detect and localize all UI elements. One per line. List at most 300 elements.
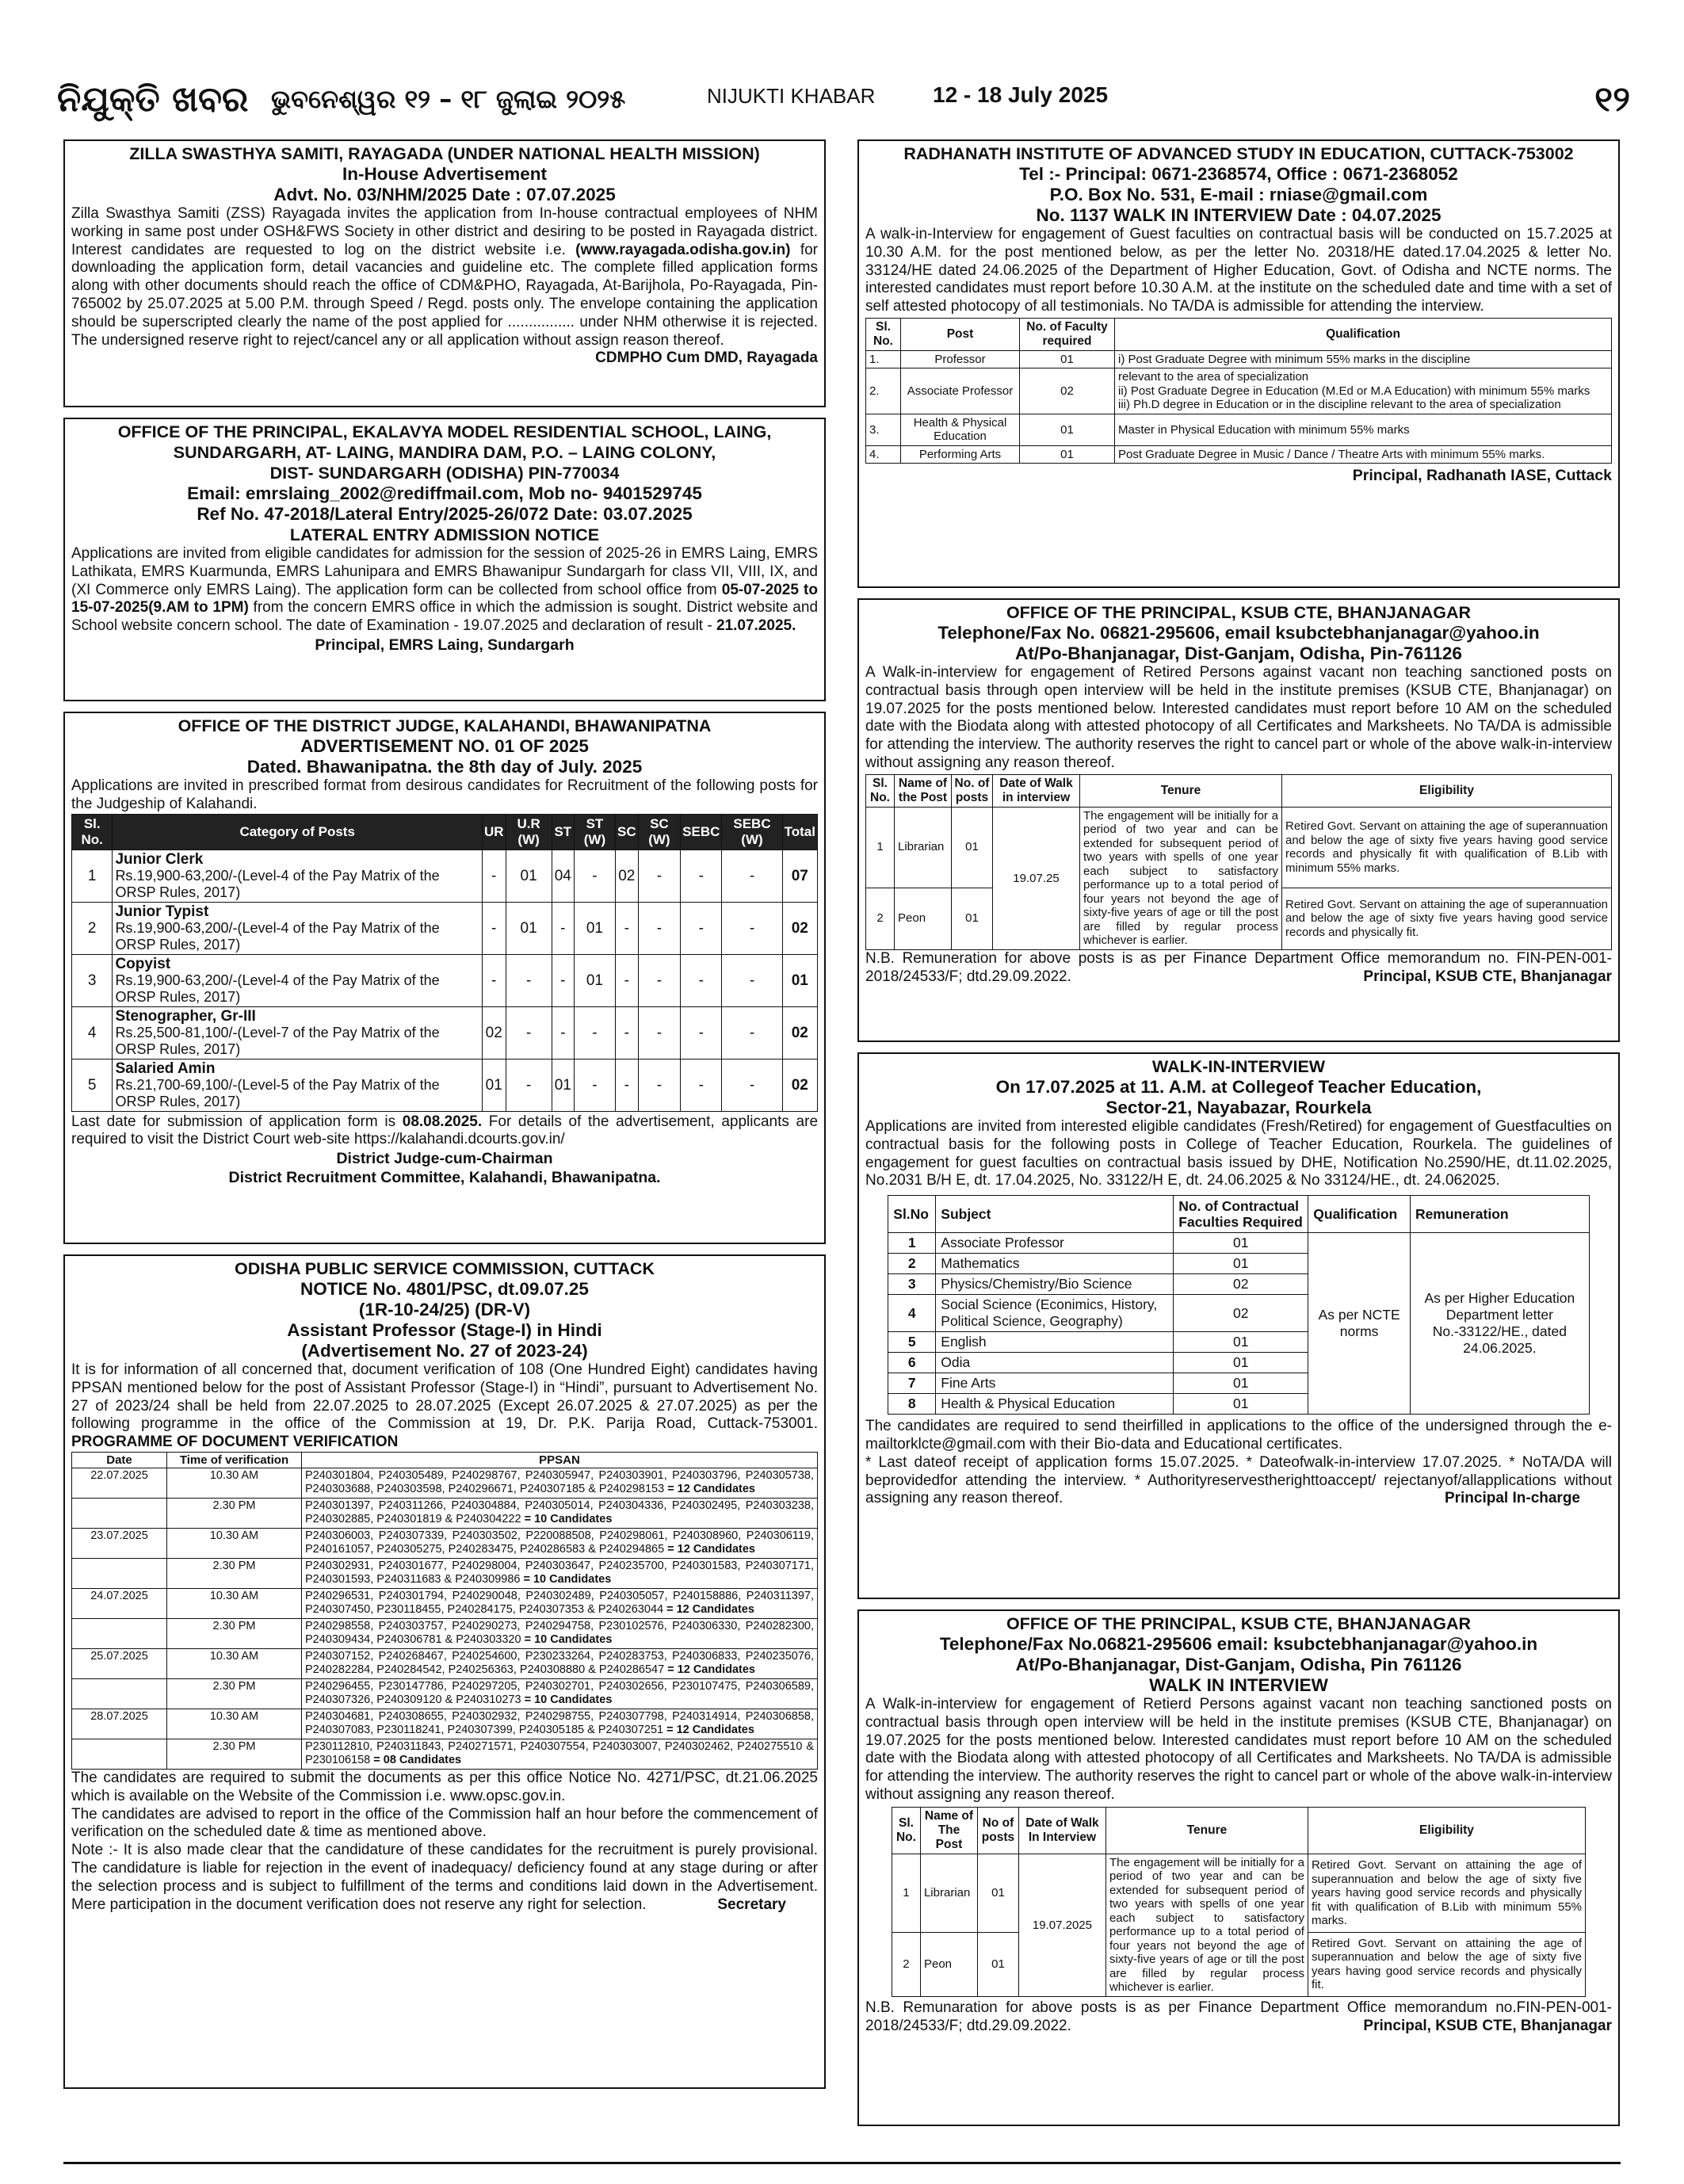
column-header: SEBC (W)	[722, 814, 782, 850]
ppsan-list: P240304681, P240308655, P240302932, P240298755, P240307798, P240314914, P240306858, P240307083, P230118241, P240307399, P240305185 & P240307251	[305, 1709, 814, 1737]
cell-qualification: Master in Physical Education with minimum 55% marks	[1115, 414, 1612, 445]
posts-table	[892, 1807, 1586, 1997]
ad-title: OFFICE OF THE PRINCIPAL, EKALAVYA MODEL RESIDENTIAL SCHOOL, LAING,	[117, 422, 772, 441]
cell-eligibility: Retired Govt. Servant on attaining the age of superannuation and below the age of sixty five years having good service records and physically fit with qualification of B.Lib with minimum 55% marks.	[1282, 807, 1612, 888]
cell-post: Librarian	[895, 807, 952, 888]
cell-subject: Health & Physical Education	[936, 1394, 1174, 1415]
cell-number: 01	[1020, 350, 1115, 368]
cell-number: 01	[977, 1854, 1018, 1932]
cell-value: 02	[782, 902, 817, 954]
column-header: Name of the Post	[895, 774, 952, 807]
candidate-count: = 12 Candidates	[666, 1724, 754, 1737]
ad-intro: It is for information of all concerned that, document verification of 108 (One Hundred Eight) candidates having PPSAN mentioned below for the post of Assistant Professor (Stage-I) in “Hindi”, pursuant to Advertisement No. 27 of 2023/24 shall be held from 22.07.2025 to 28.07.2025 (Except 26.07.2025 & 27.07.2025) as per the following programme in the office of the Commission at 19, Dr. P.K. Parija Road, Cuttack-753001. PROGRAMME OF DOCUMENT VERIFICATION	[71, 1361, 818, 1451]
candidate-count: = 12 Candidates	[666, 1603, 754, 1617]
ppsan-list: P240296531, P240301794, P240290048, P240302489, P240305057, P240158886, P240311397, P240307450, P230118455, P240284175, P240307353 & P240263044	[305, 1589, 814, 1617]
cell-time: 2.30 PM	[167, 1618, 302, 1648]
candidate-count: = 12 Candidates	[667, 1483, 755, 1496]
page-header	[57, 76, 1630, 122]
ad-subtitle: In-House Advertisement	[342, 164, 547, 184]
cell-post: Performing Arts	[901, 445, 1020, 464]
cell-number: 01	[1174, 1373, 1308, 1394]
cell-post: Associate Professor	[901, 368, 1020, 414]
column-header: PPSAN	[302, 1452, 818, 1468]
faculty-table	[865, 318, 1612, 464]
cell-time: 10.30 AM	[167, 1528, 302, 1558]
ad-date: Dated. Bhawanipatna. the 8th day of July. 2025	[246, 757, 643, 777]
cell-date	[72, 1739, 167, 1769]
cell-value: -	[722, 850, 782, 902]
ad-body: Applications are invited from eligible candidates for admission for the session of 2025-26 in EMRS Laing, EMRS Lathikata, EMRS Kuarmunda, EMRS Lahunipara and EMRS Bhawanipur Sundargarh for class VII, VIII, IX, and (XI Commerce only EMRS Laing). The application form can be collected from school office from 05-07-2025 to 15-07-2025(9.AM to 1PM) from the concern EMRS office in which the admission is sought. District website and School website concern school. The date of Examination - 19.07.2025 and declaration of result - 21.07.2025.	[71, 545, 819, 635]
cell-value: -	[681, 902, 722, 954]
cell-category	[113, 954, 483, 1006]
ad-notice: NOTICE No. 4801/PSC, dt.09.07.25	[300, 1279, 589, 1299]
cell-ppsan	[302, 1739, 818, 1769]
ad-phone: Telephone/Fax No.06821-295606 email: ksubctebhanjanagar@yahoo.in	[939, 1634, 1538, 1654]
cell-ppsan	[302, 1648, 818, 1678]
ad-title: RADHANATH INSTITUTE OF ADVANCED STUDY IN EDUCATION, CUTTACK-753002	[903, 144, 1574, 163]
table-row	[72, 1558, 818, 1588]
column-header: Sl. No.	[866, 774, 895, 807]
ad-ksub-cte-1	[857, 598, 1620, 1042]
cell-subject: Fine Arts	[936, 1373, 1174, 1394]
ad-ref: Ref No. 47-2018/Lateral Entry/2025-26/072 Date: 03.07.2025	[197, 504, 693, 524]
ad-emrs-laing	[63, 418, 826, 701]
cell-number: 01	[1174, 1254, 1308, 1274]
ad-note: Last date for submission of application form is 08.08.2025. For details of the advertisement, applicants are required to visit the District Court web-site https://kalahandi.dcourts.gov.in/	[71, 1113, 819, 1148]
cell-value: -	[638, 1059, 681, 1111]
table-row	[72, 1588, 818, 1618]
ad-opsc	[63, 1254, 826, 2089]
cell-sl: 3	[72, 954, 113, 1006]
cell-subject: Physics/Chemistry/Bio Science	[936, 1274, 1174, 1295]
cell-sl: 3.	[866, 414, 901, 445]
cell-value: -	[574, 850, 615, 902]
cell-time: 10.30 AM	[167, 1709, 302, 1739]
cell-value: -	[681, 1059, 722, 1111]
cell-time: 2.30 PM	[167, 1678, 302, 1709]
cell-number: 01	[1174, 1332, 1308, 1353]
post-pay: Rs.25,500-81,100/-(Level-7 of the Pay Matrix of the ORSP Rules, 2017)	[115, 1024, 440, 1057]
cell-post: Health & Physical Education	[901, 414, 1020, 445]
column-header: No of posts	[977, 1807, 1018, 1854]
cell-eligibility: Retired Govt. Servant on attaining the age of superannuation and below the age of sixty five years having good service records and physically fit with qualification of B.Lib with minimum 55% marks.	[1308, 1854, 1585, 1932]
issue-date: 12 - 18 July 2025	[933, 82, 1109, 107]
candidate-count: = 12 Candidates	[667, 1543, 755, 1556]
cell-value: -	[638, 902, 681, 954]
table-row	[72, 1678, 818, 1709]
cell-ppsan	[302, 1558, 818, 1588]
signatory: Principal, KSUB CTE, Bhanjanagar	[1363, 2017, 1612, 2034]
table-row	[866, 368, 1612, 414]
candidate-count: = 10 Candidates	[523, 1573, 612, 1586]
cell-value: 01	[782, 954, 817, 1006]
ppsan-list: P240301397, P240311266, P240304884, P240305014, P240304336, P240302495, P240303238, P240302885, P240301819 & P240304222	[305, 1499, 814, 1526]
table-row	[866, 807, 1612, 888]
candidate-count: = 10 Candidates	[524, 1693, 613, 1707]
cell-qualification: relevant to the area of specialization ii) Post Graduate Degree in Education (M.Ed or M.A Education) with minimum 55% marks iii) Ph.D degree in Education or in the discipline relevant to the area of specialization	[1115, 368, 1612, 414]
cell-value: -	[638, 954, 681, 1006]
ad-title: ZILLA SWASTHYA SAMITI, RAYAGADA (UNDER NATIONAL HEALTH MISSION)	[129, 144, 760, 163]
candidate-count: = 08 Candidates	[373, 1754, 462, 1767]
cell-sl: 1	[72, 850, 113, 902]
column-header: UR	[482, 814, 506, 850]
cell-value: -	[482, 850, 506, 902]
cell-number: 02	[1174, 1295, 1308, 1332]
cell-time: 10.30 AM	[167, 1648, 302, 1678]
verification-table	[71, 1452, 818, 1770]
cell-date	[72, 1558, 167, 1588]
ppsan-list: P240296455, P230147786, P240297205, P240302701, P240302656, P230107475, P240306589, P240307326, P240309120 & P240310273	[305, 1679, 814, 1707]
signatory: Principal, Radhanath IASE, Cuttack	[1352, 467, 1612, 485]
ad-address: Sector-21, Nayabazar, Rourkela	[1105, 1098, 1372, 1117]
cell-value: -	[616, 1059, 639, 1111]
signatory: Secretary	[717, 1896, 786, 1913]
cell-sl: 2	[888, 1254, 936, 1274]
column-header: Date of Walk In Interview	[1018, 1807, 1105, 1854]
ad-intro: Applications are invited in prescribed format from desirous candidates for Recruitment of the following posts for the Judgeship of Kalahandi.	[71, 777, 818, 812]
ad-box: P.O. Box No. 531, E-mail : rniase@gmail.com	[1049, 185, 1428, 204]
cell-number: 02	[1174, 1274, 1308, 1295]
cell-sl: 1.	[866, 350, 901, 368]
cell-value: 07	[782, 850, 817, 902]
ad-phone: Tel :- Principal: 0671-2368574, Office : 0671-2368052	[1019, 164, 1458, 184]
ad-ksub-cte-2	[857, 1609, 1620, 2126]
cell-time: 10.30 AM	[167, 1468, 302, 1498]
cell-number: 01	[952, 888, 993, 949]
column-header: Name of The Post	[920, 1807, 977, 1854]
column-header: No. of Faculty required	[1020, 318, 1115, 350]
column-header: Date	[72, 1452, 167, 1468]
cell-value: -	[506, 954, 552, 1006]
ad-title: OFFICE OF THE DISTRICT JUDGE, KALAHANDI, BHAWANIPATNA	[178, 716, 712, 735]
signatory: Principal, KSUB CTE, Bhanjanagar	[1363, 968, 1612, 985]
cell-ppsan	[302, 1468, 818, 1498]
cell-remuneration: As per Higher Education Department letter No.-33122/HE., dated 24.06.2025.	[1410, 1233, 1589, 1415]
column-header: Eligibility	[1282, 774, 1612, 807]
cell-tenure: The engagement will be initially for a period of two year and can be extended for subsequent period of two years with spells of one year each subject to satisfactory performance up to a total period of four years not beyond the age of sixty-five years of age or till the post are filled by regular process whichever is earlier.	[1080, 807, 1282, 949]
cell-number: 01	[1020, 445, 1115, 464]
cell-subject: Associate Professor	[936, 1233, 1174, 1254]
cell-value: 04	[552, 850, 574, 902]
table-row	[72, 1618, 818, 1648]
ad-para-1: The candidates are required to submit the documents as per this office Notice No. 4271/PSC, dt.21.06.2025 which is available on the Website of the Commission i.e. www.opsc.gov.in.	[71, 1769, 818, 1804]
ad-nb: N.B. Remuneration for above posts is as per Finance Department Office memorandum no. FIN-PEN-001-2018/24533/F; dtd.29.09.2022. Principal, KSUB CTE, Bhanjanagar	[865, 949, 1612, 985]
table-row	[72, 1059, 818, 1111]
cell-sl: 1	[866, 807, 895, 888]
cell-post: Peon	[895, 888, 952, 949]
cell-number: 01	[952, 807, 993, 888]
table-row	[866, 350, 1612, 368]
cell-sl: 2	[72, 902, 113, 954]
ad-radhanath-iase	[857, 139, 1620, 588]
column-header: No. of posts	[952, 774, 993, 807]
cell-value: 02	[782, 1006, 817, 1059]
bottom-rule	[63, 2162, 1621, 2164]
cell-value: -	[552, 954, 574, 1006]
cell-post: Professor	[901, 350, 1020, 368]
column-header: Total	[782, 814, 817, 850]
cell-date: 25.07.2025	[72, 1648, 167, 1678]
ppsan-list: P240307152, P240268467, P240254600, P230233264, P240283753, P240306833, P240235076, P240282284, P240284542, P240256363, P240308880 & P240286547	[305, 1649, 814, 1677]
cell-ppsan	[302, 1588, 818, 1618]
cell-value: -	[681, 954, 722, 1006]
cell-value: 02	[482, 1006, 506, 1059]
cell-post: Peon	[920, 1933, 977, 1997]
cell-value: -	[552, 902, 574, 954]
ad-heading: WALK IN INTERVIEW	[1149, 1675, 1328, 1695]
cell-category	[113, 850, 483, 902]
cell-sl: 5	[888, 1332, 936, 1353]
cell-date	[72, 1498, 167, 1528]
column-header: ST	[552, 814, 574, 850]
cell-ppsan	[302, 1618, 818, 1648]
table-row	[72, 1709, 818, 1739]
ad-advt: (Advertisement No. 27 of 2023-24)	[301, 1341, 588, 1361]
candidate-count: = 10 Candidates	[524, 1513, 613, 1526]
column-header: Sl. No.	[892, 1807, 920, 1854]
ppsan-list: P230112810, P240311843, P240271571, P240307554, P240303007, P240302462, P240275510 & P230106158	[305, 1739, 814, 1767]
post-pay: Rs.19,900-63,200/-(Level-4 of the Pay Matrix of the ORSP Rules, 2017)	[115, 919, 440, 953]
left-column	[63, 139, 826, 2099]
cell-value: -	[638, 1006, 681, 1059]
paper-name: NIJUKTI KHABAR	[707, 84, 876, 108]
post-name: Copyist	[115, 955, 171, 972]
cell-date	[72, 1678, 167, 1709]
ad-district-judge-kalahandi	[63, 712, 826, 1244]
column-header: SEBC	[681, 814, 722, 850]
cell-qualification: Post Graduate Degree in Music / Dance / Theatre Arts with minimum 55% marks.	[1115, 445, 1612, 464]
cell-number: 01	[1174, 1394, 1308, 1415]
column-header: U.R (W)	[506, 814, 552, 850]
ad-nb: N.B. Remunaration for above posts is as per Finance Department Office memorandum no.FIN-PEN-001- 2018/24533/F; dtd.29.09.2022. Principal, KSUB CTE, Bhanjanagar	[865, 1999, 1612, 2034]
table-row	[866, 414, 1612, 445]
table-row	[72, 902, 818, 954]
cell-value: -	[722, 1006, 782, 1059]
ad-para-3: Note :- It is also made clear that the candidature of these candidates for the recruitment is purely provisional. The candidature is liable for rejection in the event of inadequacy/ deficiency found at any stage during or after the selection process and is subject to fulfillment of the terms and conditions laid down in the Advertisement. Mere participation in the document verification does not reserve any right for selection. Secretary	[71, 1842, 818, 1913]
posts-table	[71, 814, 818, 1112]
column-header: Time of verification	[167, 1452, 302, 1468]
cell-subject: Odia	[936, 1353, 1174, 1373]
cell-time: 2.30 PM	[167, 1558, 302, 1588]
post-pay: Rs.19,900-63,200/-(Level-4 of the Pay Matrix of the ORSP Rules, 2017)	[115, 972, 440, 1005]
column-header: Post	[901, 318, 1020, 350]
ad-title: OFFICE OF THE PRINCIPAL, KSUB CTE, BHANJANAGAR	[1006, 1614, 1472, 1633]
cell-date: 24.07.2025	[72, 1588, 167, 1618]
ad-cte-rourkela	[857, 1052, 1620, 1599]
post-name: Junior Clerk	[115, 850, 204, 868]
cell-category	[113, 1006, 483, 1059]
cell-subject: English	[936, 1332, 1174, 1353]
cell-sl: 4.	[866, 445, 901, 464]
cell-qualification: As per NCTE norms	[1308, 1233, 1411, 1415]
cell-time: 10.30 AM	[167, 1588, 302, 1618]
cell-eligibility: Retired Govt. Servant on attaining the age of superannuation and below the age of sixty five years having good service records and physically fit.	[1308, 1933, 1585, 1997]
table-row	[72, 1648, 818, 1678]
cell-value: -	[574, 1006, 615, 1059]
ad-address: At/Po-Bhanjanagar, Dist-Ganjam, Odisha, Pin 761126	[1015, 1655, 1462, 1674]
cell-value: 02	[782, 1059, 817, 1111]
cell-subject: Social Science (Econimics, History, Political Science, Geography)	[936, 1295, 1174, 1332]
ad-file: (1R-10-24/25) (DR-V)	[358, 1300, 531, 1319]
ad-number: ADVERTISEMENT NO. 01 OF 2025	[300, 736, 589, 756]
ad-body: Applications are invited from interested eligible candidates (Fresh/Retired) for engagement of Guestfaculties on contractual basis for the following posts in College of Teacher Education, Rourkela. The guidelines of engagement for guest faculties on contractual basis issued by DHE, Notification No.2590/HE, dt.11.02.2025, No.2031 B/H E, dt. 17.04.2025, No. 33122/H E, dt. 24.06.2025 & No 33124/HE., dt. 24.062025.	[865, 1118, 1612, 1189]
cell-value: 01	[506, 850, 552, 902]
cell-tenure: The engagement will be initially for a period of two year and can be extended for subsequent period of two years with spells of one year each subject to satisfactory performance up to a total period of four years not beyond the age of sixty-five years of age or till the post are filled by regular process whichever is earlier.	[1105, 1854, 1308, 1996]
cell-sl: 1	[888, 1233, 936, 1254]
cell-value: -	[616, 902, 639, 954]
ad-title: OFFICE OF THE PRINCIPAL, KSUB CTE, BHANJANAGAR	[1006, 603, 1472, 622]
cell-value: -	[681, 1006, 722, 1059]
column-header: No. of Contractual Faculties Required	[1174, 1196, 1308, 1233]
cell-value: 01	[482, 1059, 506, 1111]
cell-eligibility: Retired Govt. Servant on attaining the age of superannuation and below the age of sixty five years having good service records and physically fit.	[1282, 888, 1612, 949]
ad-body: Zilla Swasthya Samiti (ZSS) Rayagada invites the application from In-house contractual employees of NHM working in same post under OSH&FWS Society in other district and desiring to be posted in Rayagada district. Interest candidates are requested to log on the district website i.e. (www.rayagada.odisha.gov.in) for downloading the application form, detail vacancies and guideline etc. The complete filled application forms along with other documents should reach the office of CDM&PHO, Rayagada, At-Barijhola, Po-Rayagada, Pin-765002 by 25.07.2025 at 5.00 P.M. through Speed / Regd. posts only. The envelope containing the application should be superscripted clearly the name of the post applied for ................ under NHM otherwise it is rejected. The undersigned reserve right to reject/cancel any or all application without assign reason thereof. CDMPHO Cum DMD, Rayagada	[71, 205, 818, 367]
column-header: Remuneration	[1410, 1196, 1589, 1233]
page-number: ୧୨	[1594, 79, 1630, 120]
website-link[interactable]: (www.rayagada.odisha.gov.in)	[575, 241, 791, 258]
post-name: Stenographer, Gr-III	[115, 1007, 256, 1025]
column-header: Sl. No.	[866, 318, 901, 350]
cell-sl: 2	[866, 888, 895, 949]
cell-value: -	[638, 850, 681, 902]
cell-value: -	[482, 954, 506, 1006]
ad-phone: Telephone/Fax No. 06821-295606, email ksubctebhanjanagar@yahoo.in	[937, 623, 1540, 643]
signatory: Principal In-charge	[1444, 1490, 1580, 1507]
cell-sl: 4	[72, 1006, 113, 1059]
column-header: Qualification	[1308, 1196, 1411, 1233]
ad-title-2: SUNDARGARH, AT- LAING, MANDIRA DAM, P.O. – LAING COLONY,	[173, 443, 716, 462]
ad-para-2: * Last dateof receipt of application forms 15.07.2025. * Dateofwalk-in-interview 17.07.2025. * NoTA/DA will beprovidedfor attending the interview. * Authorityreservestherighttoaccept/ rejectanyof/allapplications without assigning any reason thereof. Principal In-charge	[865, 1453, 1612, 1507]
ad-body: A Walk-in-interview for engagement of Retired Persons against vacant non teaching sanctioned posts on contractual basis through open interview will be held in the institute premises (KSUB CTE, Bhanjanagar) on 19.07.2025 for the posts mentioned below. Interested candidates must report before 10 AM on the scheduled date with the Biodata along with attested photocopy of all Certificates and Marksheets. No TA/DA is admissible for attending the interview. The authority reserves the right to cancel part or whole of the above walk-in-interview without assigning any reason thereof.	[865, 664, 1612, 771]
cell-value: -	[506, 1059, 552, 1111]
cell-sl: 2	[892, 1933, 920, 1997]
cell-sl: 5	[72, 1059, 113, 1111]
column-header: Subject	[936, 1196, 1174, 1233]
ad-number: Advt. No. 03/NHM/2025 Date : 07.07.2025	[273, 185, 616, 204]
cell-post: Librarian	[920, 1854, 977, 1932]
ad-post: Assistant Professor (Stage-I) in Hindi	[287, 1320, 602, 1340]
table-row	[72, 954, 818, 1006]
candidate-count: = 12 Candidates	[667, 1663, 755, 1677]
ad-body: A Walk-in-interview for engagement of Retierd Persons against vacant non teaching sanctioned posts on contractual basis through open interview will be held in the institute premises (KSUB CTE, Bhanjanagar) on 19.07.2025 for the posts mentioned below. Interested candidates must report before 10 AM on the scheduled date with the Biodata along with attested photocopy of all Certificates and Marksheets. No TA/DA is admissible for attending the interview. The authority reserves the right to cancel part or whole of the above walk-in-interview without assigning any reason thereof.	[865, 1696, 1612, 1803]
cell-number: 01	[1174, 1233, 1308, 1254]
column-header: Tenure	[1080, 774, 1282, 807]
signatory: CDMPHO Cum DMD, Rayagada	[595, 349, 818, 367]
masthead-logo: ନିଯୁକ୍ତି ଖବର	[57, 79, 249, 120]
right-column	[857, 139, 1620, 2136]
column-header: SC	[616, 814, 639, 850]
table-row	[72, 1006, 818, 1059]
table-row	[888, 1233, 1589, 1254]
cell-value: -	[616, 954, 639, 1006]
table-row	[72, 1468, 818, 1498]
cell-category	[113, 1059, 483, 1111]
cell-value: -	[506, 1006, 552, 1059]
cell-ppsan	[302, 1678, 818, 1709]
post-name: Salaried Amin	[115, 1060, 216, 1077]
cell-sl: 6	[888, 1353, 936, 1373]
cell-time: 2.30 PM	[167, 1498, 302, 1528]
ad-para-2: The candidates are advised to report in the office of the Commission half an hour before the commencement of verification on the scheduled date & time as mentioned above.	[71, 1805, 818, 1841]
signatory-2: District Recruitment Committee, Kalahandi, Bhawanipatna.	[228, 1169, 661, 1187]
ad-address: At/Po-Bhanjanagar, Dist-Ganjam, Odisha, Pin-761126	[1015, 643, 1462, 663]
ad-email: Email: emrslaing_2002@rediffmail.com, Mob no- 9401529745	[187, 483, 702, 503]
post-pay: Rs.19,900-63,200/-(Level-4 of the Pay Matrix of the ORSP Rules, 2017)	[115, 867, 440, 900]
cell-value: 01	[574, 954, 615, 1006]
cell-value: 02	[616, 850, 639, 902]
cell-value: -	[722, 954, 782, 1006]
ad-number: No. 1137 WALK IN INTERVIEW Date : 04.07.2025	[1036, 205, 1442, 225]
cell-number: 01	[1020, 414, 1115, 445]
cell-sl: 1	[892, 1854, 920, 1932]
ad-body: A walk-in-Interview for engagement of Guest faculties on contractual basis will be conducted on 15.7.2025 at 10.30 A.M. for the post mentioned below, as per the letter No. 20318/HE dated.17.04.2025 & letter No. 33124/HE dated 24.06.2025 of the Department of Higher Education, Govt. of Odisha and NCTE norms. The interested candidates must report before 10.30 A.M. at the institute on the scheduled date and time with a set of self attested photocopy of all testimonials. No TA/DA is admissible for attending the interview.	[865, 226, 1612, 315]
cell-date: 19.07.2025	[1018, 1854, 1105, 1996]
cell-date: 28.07.2025	[72, 1709, 167, 1739]
signatory-1: District Judge-cum-Chairman	[336, 1150, 553, 1168]
cell-number: 01	[977, 1933, 1018, 1997]
cell-category	[113, 902, 483, 954]
ad-title: WALK-IN-INTERVIEW	[1151, 1057, 1326, 1076]
cell-value: -	[482, 902, 506, 954]
cell-ppsan	[302, 1498, 818, 1528]
ad-para-1: The candidates are required to send theirfilled in applications to the office of the undersigned through the e-mailtorklcte@gmail.com with their Bio-data and Educational certificates.	[865, 1418, 1612, 1453]
signatory: Principal, EMRS Laing, Sundargarh	[315, 636, 575, 654]
ppsan-list: P240306003, P240307339, P240303502, P220088508, P240298061, P240308960, P240306119, P240161057, P240305275, P240283475, P240286583 & P240294865	[305, 1529, 814, 1556]
odia-date: ଭୁବନେଶ୍ୱର ୧୨ – ୧୮ ଜୁଲାଇ ୨୦୨୫	[271, 84, 626, 114]
cell-value: -	[681, 850, 722, 902]
column-header: Sl. No.	[72, 814, 113, 850]
cell-date: 19.07.25	[993, 807, 1080, 949]
column-header: Category of Posts	[113, 814, 483, 850]
column-header: Date of Walk in interview	[993, 774, 1080, 807]
table-row	[72, 1739, 818, 1769]
cell-sl: 7	[888, 1373, 936, 1394]
cell-value: 01	[574, 902, 615, 954]
cell-ppsan	[302, 1709, 818, 1739]
column-header: ST (W)	[574, 814, 615, 850]
ad-zilla-swasthya-samiti	[63, 139, 826, 407]
cell-sl: 4	[888, 1295, 936, 1332]
cell-sl: 3	[888, 1274, 936, 1295]
post-name: Junior Typist	[115, 903, 209, 920]
table-row	[866, 445, 1612, 464]
subject-table	[888, 1195, 1589, 1415]
table-row	[72, 1498, 818, 1528]
ad-date-venue: On 17.07.2025 at 11. A.M. at Collegeof Teacher Education,	[995, 1077, 1482, 1097]
cell-number: 02	[1020, 368, 1115, 414]
table-row	[892, 1854, 1585, 1932]
table-row	[72, 1528, 818, 1558]
table-row	[72, 850, 818, 902]
ad-title: ODISHA PUBLIC SERVICE COMMISSION, CUTTACK	[235, 1259, 655, 1278]
cell-ppsan	[302, 1528, 818, 1558]
column-header: Sl.No	[888, 1196, 936, 1233]
cell-value: 01	[506, 902, 552, 954]
cell-date	[72, 1618, 167, 1648]
column-header: Qualification	[1115, 318, 1612, 350]
ppsan-list: P240301804, P240305489, P240298767, P240305947, P240303901, P240303796, P240305738, P240303688, P240303598, P240296671, P240307185 & P240298153	[305, 1468, 814, 1496]
post-pay: Rs.21,700-69,100/-(Level-5 of the Pay Matrix of the ORSP Rules, 2017)	[115, 1076, 440, 1109]
ad-title-3: DIST- SUNDARGARH (ODISHA) PIN-770034	[269, 464, 620, 483]
cell-value: -	[722, 1059, 782, 1111]
column-header: Tenure	[1105, 1807, 1308, 1854]
posts-table	[865, 774, 1612, 950]
ppsan-list: P240298558, P240303757, P240290273, P240294758, P230102576, P240306330, P240282300, P240309434, P240306781 & P240303320	[305, 1619, 814, 1647]
cell-qualification: i) Post Graduate Degree with minimum 55% marks in the discipline	[1115, 350, 1612, 368]
cell-subject: Mathematics	[936, 1254, 1174, 1274]
cell-sl: 8	[888, 1394, 936, 1415]
candidate-count: = 10 Candidates	[524, 1633, 613, 1647]
